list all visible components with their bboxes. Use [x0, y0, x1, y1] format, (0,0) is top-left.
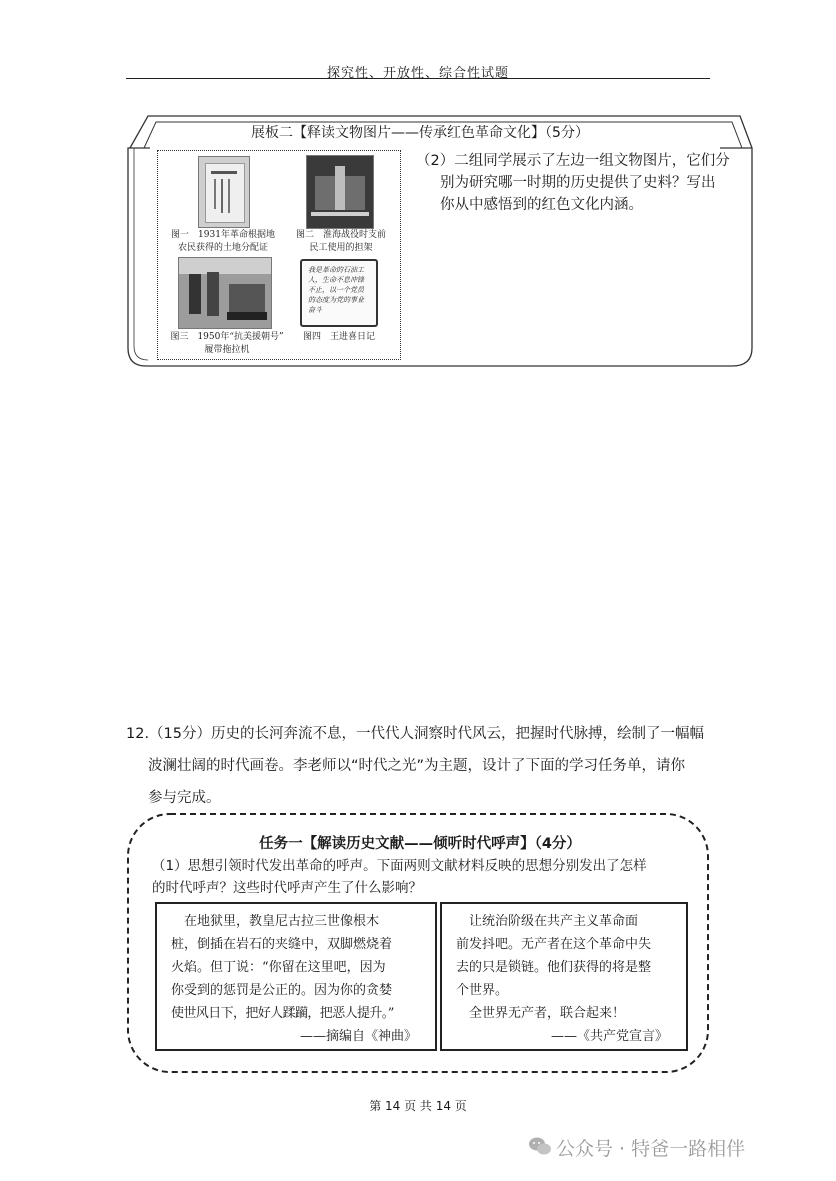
diary-text: 我是革命的石油工人，生命不息冲锋不止，以一个党员的态度为党的事业奋斗: [308, 266, 364, 314]
task1-question: [152, 855, 692, 899]
caption-line: 图三 1950年“抗美援朝号”: [170, 332, 284, 342]
question-line: （1）思想引领时代发出革命的呼声。下面两则文献材料反映的思想分别发出了怎样: [152, 858, 647, 874]
divine-comedy-quote: [155, 902, 437, 1051]
quote-line: 你受到的惩罚是公正的。因为你的贪婪: [171, 983, 393, 998]
quote-line: 个世界。: [456, 983, 509, 998]
quote-line: 全世界无产者，联合起来！: [456, 1006, 626, 1021]
quote-line: 在地狱里，教皇尼古拉三世像根木: [171, 914, 380, 929]
board-title: 展板二【释读文物图片——传承红色革命文化】（5分）: [251, 125, 589, 141]
image4-caption: [284, 331, 394, 344]
question-line: （2）二组同学展示了左边一组文物图片，它们分: [416, 153, 730, 169]
q12-line: 12.（15分）历史的长河奔流不息，一代代人洞察时代风云，把握时代脉搏，绘制了一幅幅: [126, 726, 705, 742]
image1-caption: [162, 229, 284, 255]
question-line: 你从中感悟到的红色文化内涵。: [440, 197, 643, 213]
caption-line: 履带拖拉机: [204, 345, 250, 355]
communist-manifesto-quote: [440, 902, 688, 1051]
stretcher-image: [306, 155, 374, 229]
wechat-icon: [528, 1136, 552, 1158]
caption-line: 民工使用的担架: [309, 243, 373, 253]
q12-line: 波澜壮阔的时代画卷。李老师以“时代之光”为主题，设计了下面的学习任务单，请你: [148, 758, 686, 774]
quote-line: 使世风日下，把好人蹂躏，把恶人提升。”: [171, 1006, 394, 1021]
land-certificate-image: [198, 156, 250, 228]
question-line: 别为研究哪一时期的历史提供了史料？写出: [440, 175, 716, 191]
question-12: [126, 718, 726, 814]
task1-title: 任务一【解读历史文献——倾听时代呼声】（4分）: [259, 836, 581, 852]
caption-line: 图四 王进喜日记: [302, 332, 375, 342]
quote-line: 火焰。但丁说：“你留在这里吧，因为: [171, 960, 386, 975]
tractor-image: [178, 257, 272, 329]
question-line: 的时代呼声？这些时代呼声产生了什么影响？: [152, 880, 422, 896]
quote-line: 桩，倒插在岩石的夹缝中，双脚燃烧着: [171, 937, 393, 952]
artifact-images-box: [157, 150, 401, 360]
board2-question: [416, 150, 756, 216]
page-header: 探究性、开放性、综合性试题: [326, 66, 509, 81]
quote-source: ——《共产党宣言》: [550, 1029, 668, 1044]
q12-line: 参与完成。: [148, 790, 221, 806]
caption-line: 农民获得的土地分配证: [177, 243, 268, 253]
caption-line: 图二 淮海战役时支前: [295, 230, 386, 240]
image3-caption: [162, 331, 292, 357]
quote-source: ——摘编自《神曲》: [299, 1029, 417, 1044]
page-number: 第 14 页 共 14 页: [369, 1099, 467, 1113]
caption-line: 图一 1931年革命根据地: [171, 230, 275, 240]
diary-image: [300, 259, 378, 327]
quote-line: 去的只是锁链。他们获得的将是整: [456, 960, 652, 975]
quote-line: 让统治阶级在共产主义革命面: [456, 914, 639, 929]
quote-line: 前发抖吧。无产者在这个革命中失: [456, 937, 652, 952]
image2-caption: [282, 229, 400, 255]
header-divider: [126, 78, 710, 79]
watermark: 公众号 · 特爸一路相伴: [556, 1138, 746, 1160]
